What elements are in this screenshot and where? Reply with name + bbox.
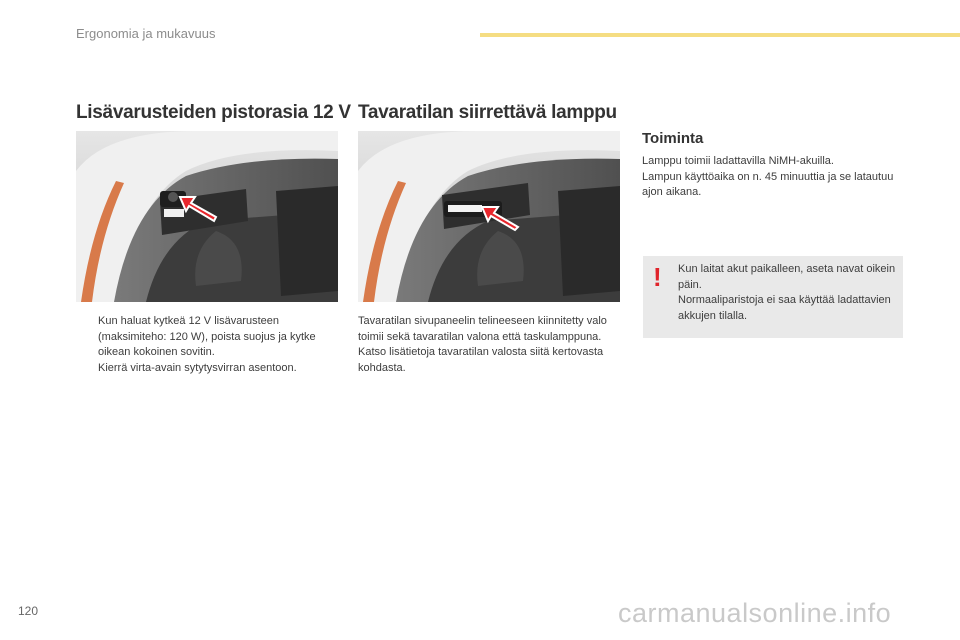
warning-box <box>643 256 903 338</box>
header-accent-bar <box>480 33 960 37</box>
list-item <box>76 361 338 377</box>
watermark: carmanualsonline.info <box>618 598 892 628</box>
section-title: Ergonomia ja mukavuus <box>76 26 216 41</box>
instruction-list <box>76 314 338 376</box>
warning-text: Kun laitat akut paikalleen, aseta navat oikein päin. Normaaliparistoja ei saa käyttää ladattavien akkujen tilalla. <box>678 263 896 322</box>
photo-12v-socket <box>76 131 338 302</box>
lamp-description: Tavaratilan sivupaneelin telineeseen kiinnitetty valo toimii sekä tavaratilan valona että taskulamppuna. Katso lisätietoja tavaratilan valosta siitä kertovasta kohdasta. <box>358 315 607 374</box>
step-text: Kierrä virta-avain sytytysvirran asentoon. <box>98 361 297 374</box>
list-item <box>76 314 338 361</box>
warning-icon: ! <box>653 262 662 292</box>
heading-accessory-socket: Lisävarusteiden pistorasia 12 V <box>76 102 351 123</box>
step-text: Kun haluat kytkeä 12 V lisävarusteen (maksimiteho: 120 W), poista suojus ja kytke oikean kokoinen sovitin. <box>98 315 316 358</box>
photo-portable-lamp <box>358 131 620 302</box>
operation-description: Lamppu toimii ladattavilla NiMH-akuilla. Lampun käyttöaika on n. 45 minuuttia ja se latautuu ajon aikana. <box>642 155 894 198</box>
subheading-operation: Toiminta <box>642 130 704 147</box>
heading-portable-lamp: Tavaratilan siirrettävä lamppu <box>358 102 617 123</box>
page-number: 120 <box>18 604 39 618</box>
